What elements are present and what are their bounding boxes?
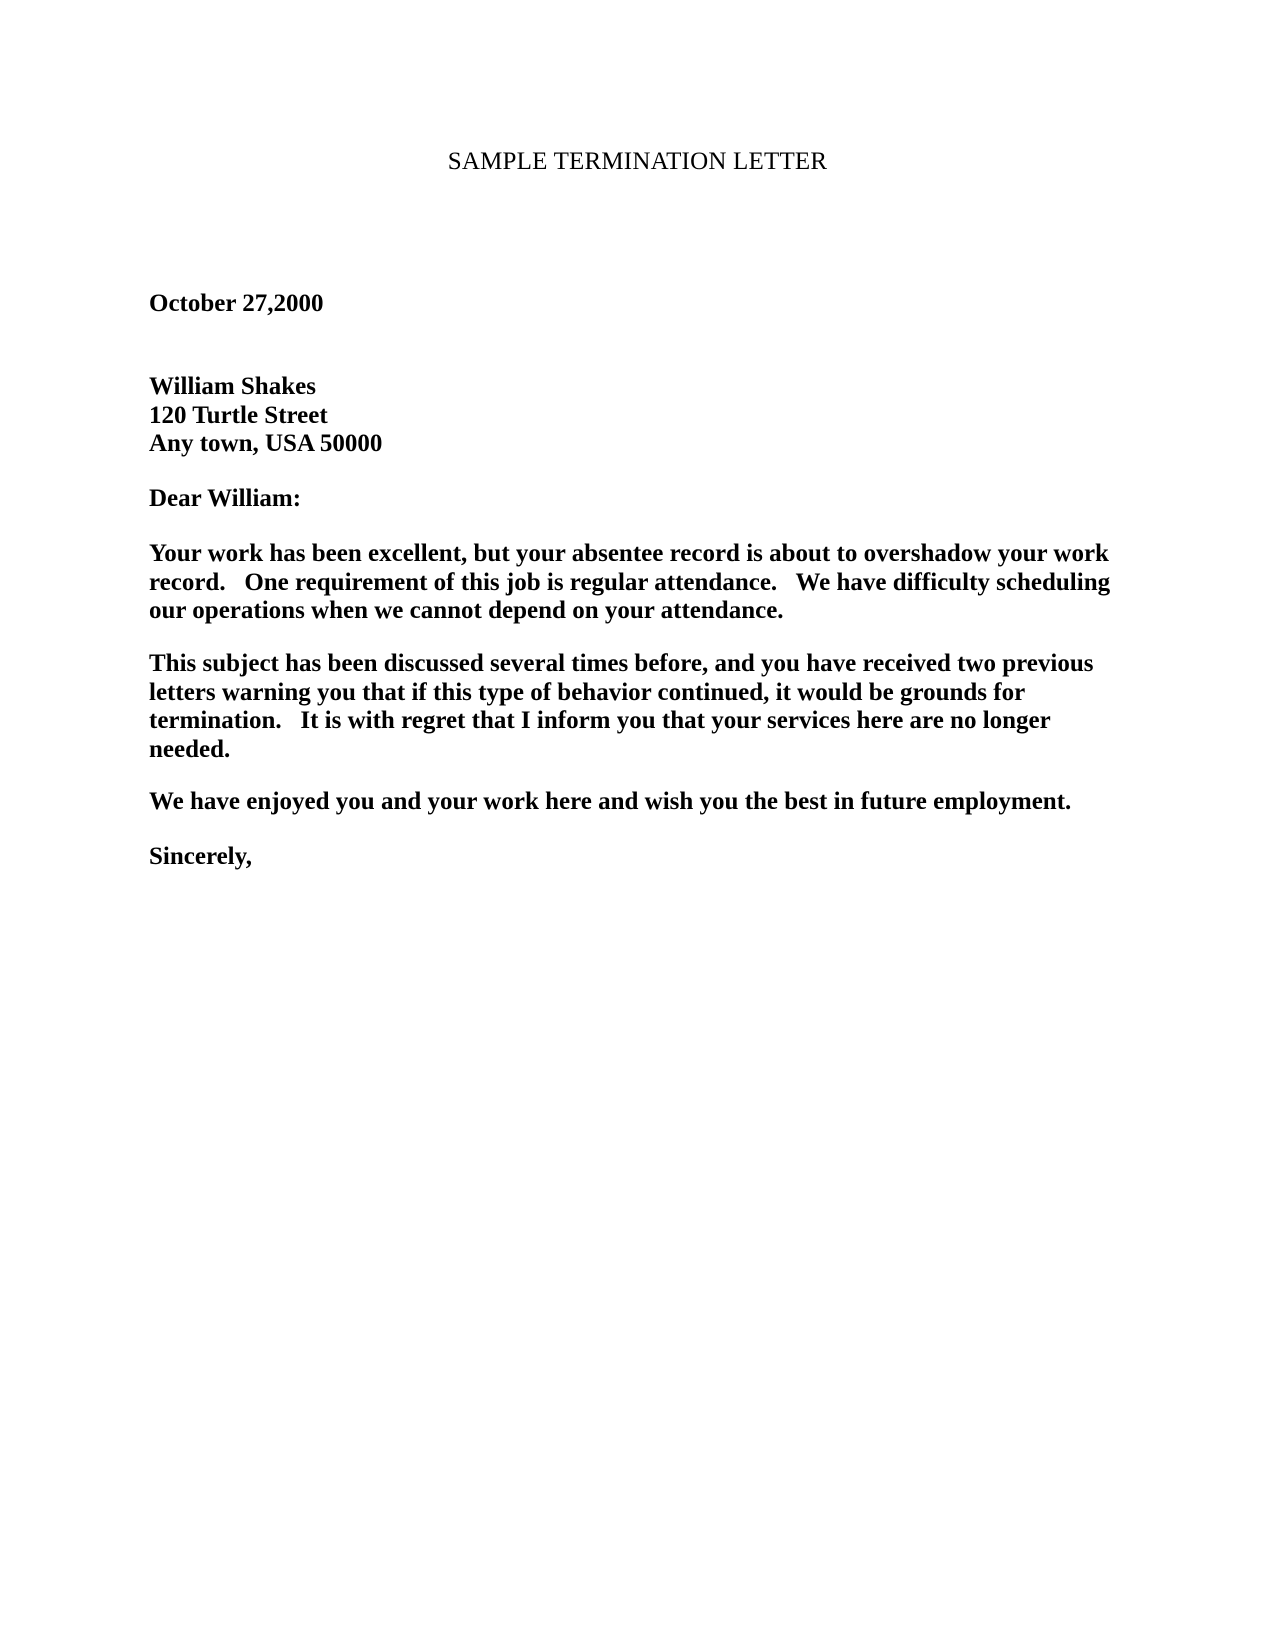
closing: Sincerely, bbox=[149, 843, 253, 870]
recipient-street: 120 Turtle Street bbox=[149, 401, 328, 429]
paragraph-line: termination. It is with regret that I inform you that your services here are no longer bbox=[149, 707, 1051, 734]
body-paragraph-3 bbox=[149, 788, 1149, 817]
recipient-city: Any town, USA 50000 bbox=[149, 430, 383, 457]
paragraph-line: Your work has been excellent, but your absentee record is about to overshadow your work bbox=[149, 540, 1109, 567]
paragraph-line: letters warning you that if this type of behavior continued, it would be grounds for bbox=[149, 678, 1026, 706]
recipient-address bbox=[149, 373, 1149, 459]
paragraph-line: needed. bbox=[149, 735, 231, 763]
letter-date: October 27,2000 bbox=[149, 290, 324, 317]
salutation: Dear William: bbox=[149, 485, 302, 512]
paragraph-line: This subject has been discussed several times before, and you have received two previous bbox=[149, 650, 1094, 677]
letter-title: SAMPLE TERMINATION LETTER bbox=[447, 148, 828, 175]
paragraph-line: We have enjoyed you and your work here and wish you the best in future employment. bbox=[149, 788, 1072, 815]
body-paragraph-1 bbox=[149, 540, 1149, 626]
paragraph-line: our operations when we cannot depend on your attendance. bbox=[149, 597, 784, 624]
paragraph-line: record. One requirement of this job is regular attendance. We have difficulty scheduling bbox=[149, 568, 1111, 596]
recipient-name: William Shakes bbox=[149, 373, 316, 400]
body-paragraph-2 bbox=[149, 650, 1149, 764]
